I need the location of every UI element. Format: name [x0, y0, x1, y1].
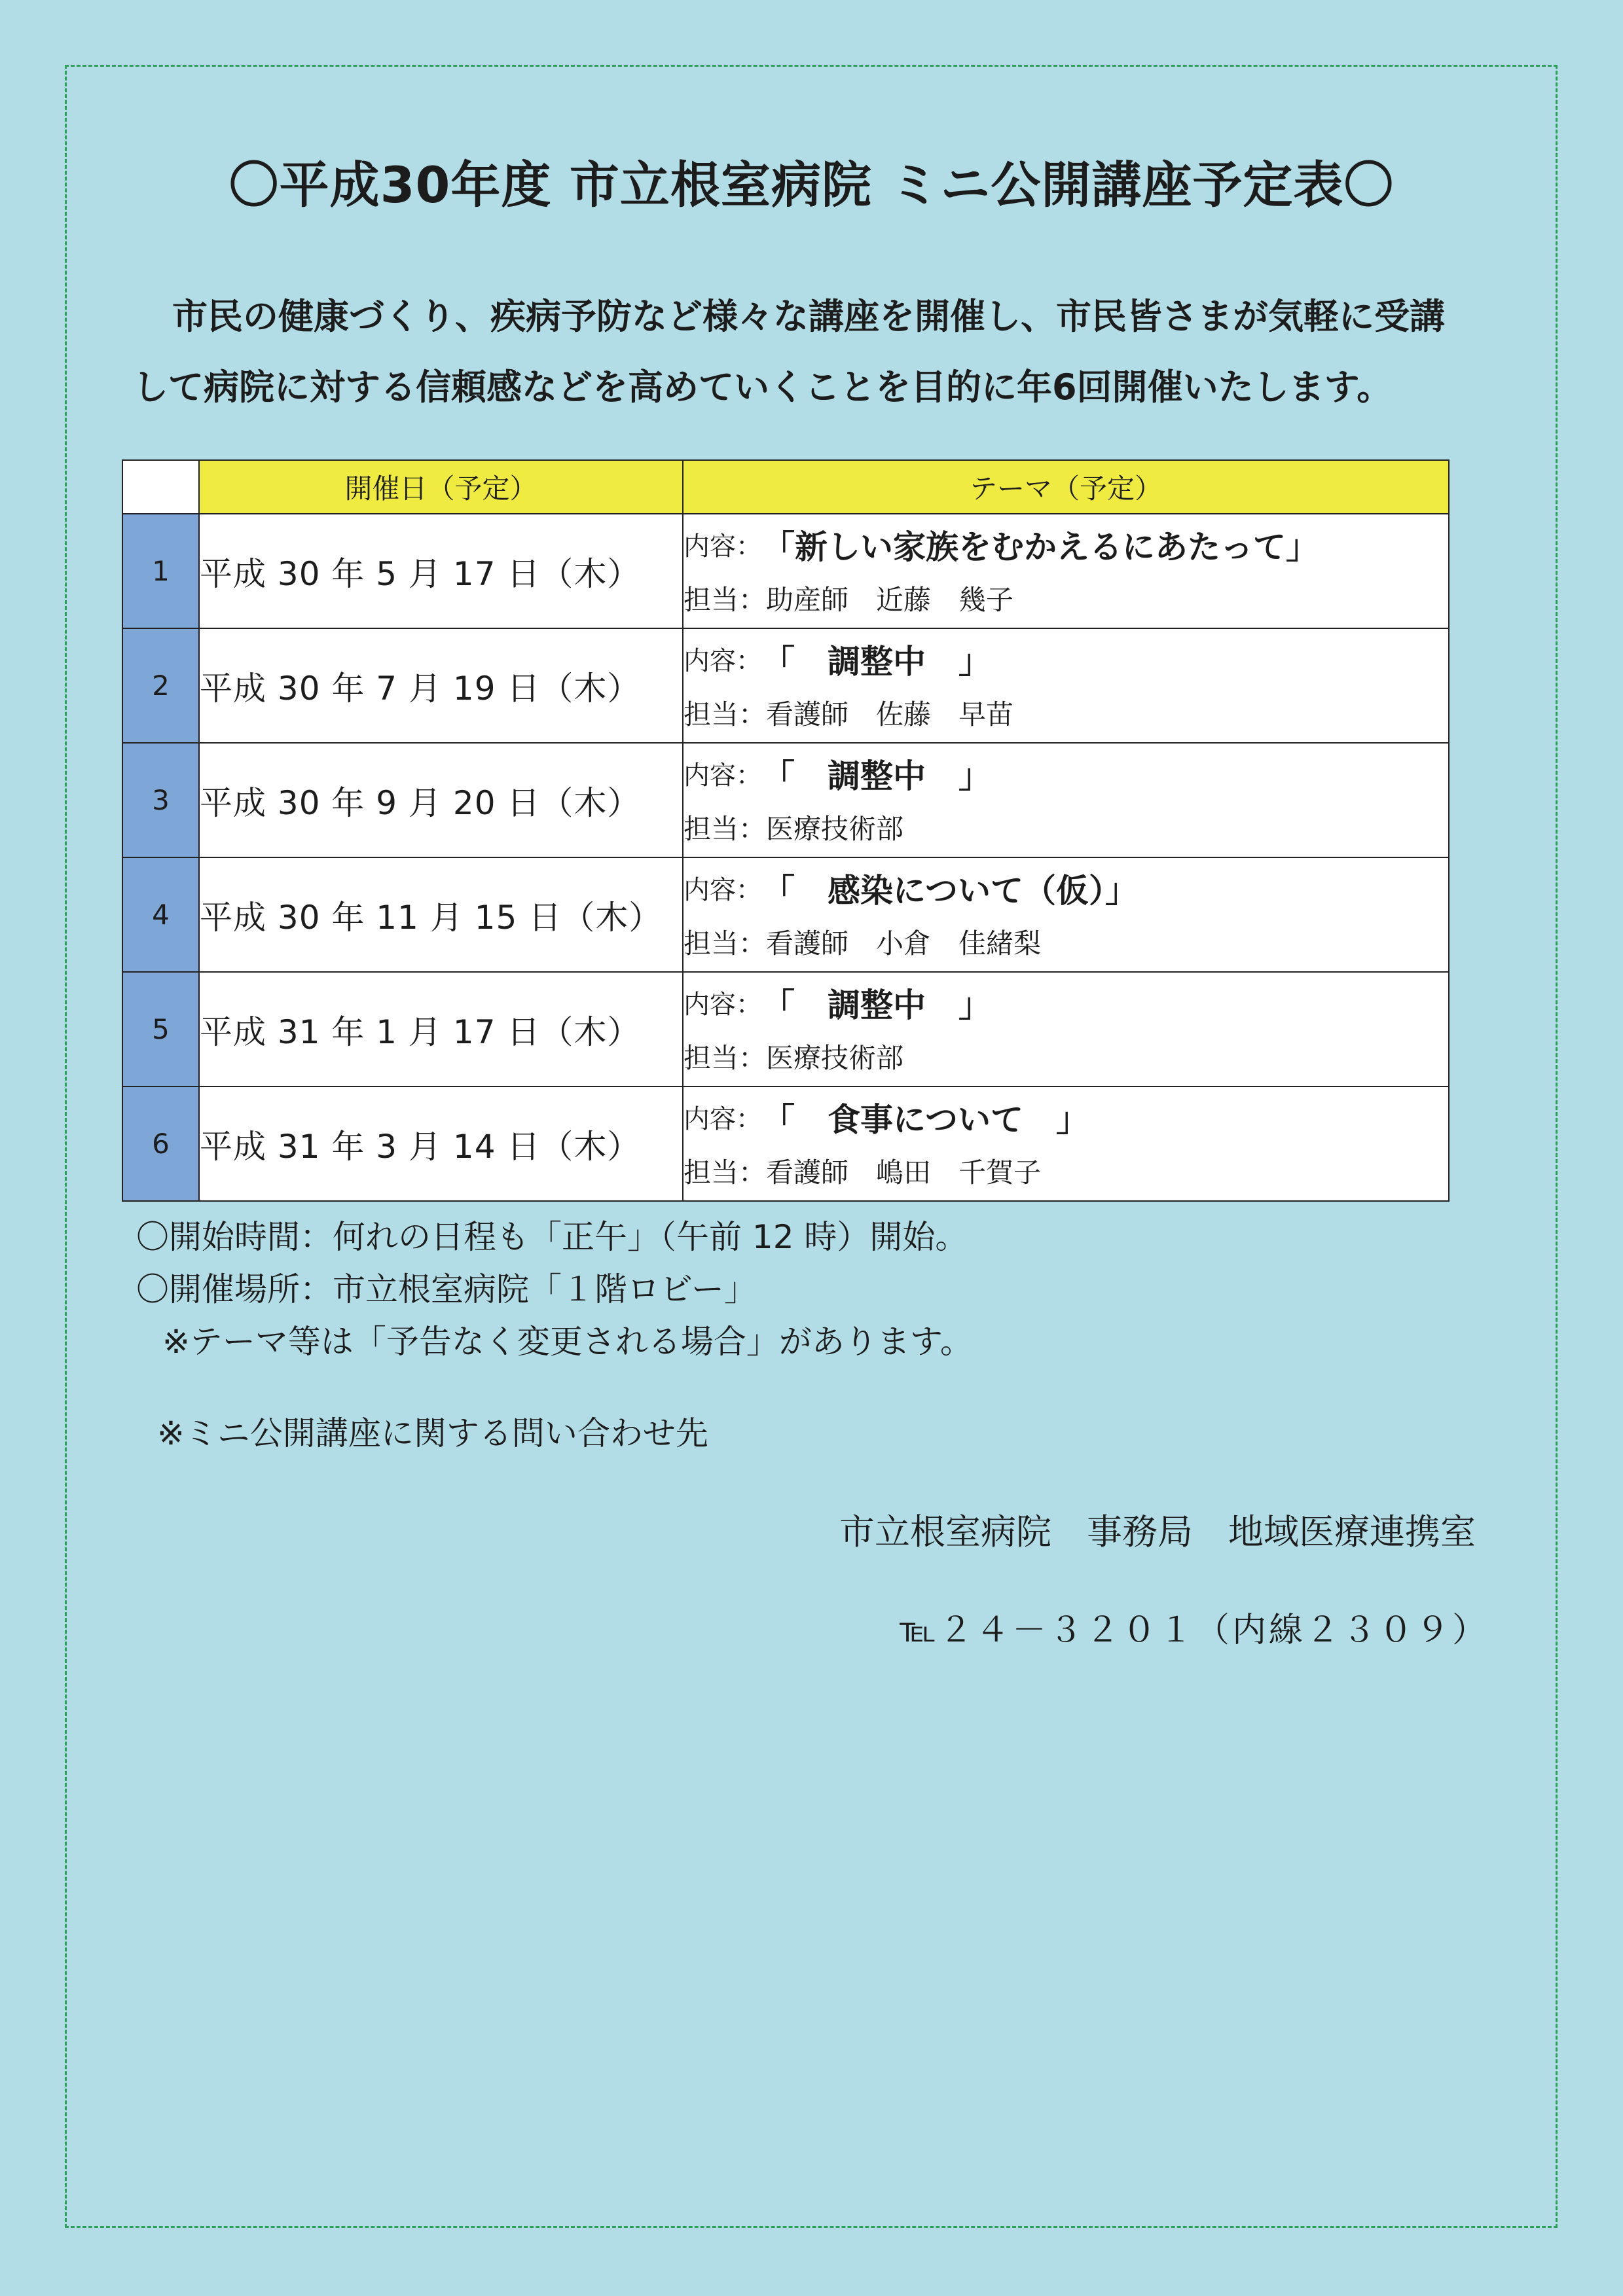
staff-label: 担当：: [684, 927, 767, 960]
row-staff: 看護師 佐藤 早苗: [766, 698, 1014, 730]
content-label: 内容：: [684, 875, 762, 905]
row-content-cell: [683, 514, 1449, 628]
content-label: 内容：: [684, 1104, 762, 1134]
change-note: ※テーマ等は「予告なく変更される場合」があります。: [162, 1323, 973, 1361]
row-number: 6: [122, 1086, 199, 1201]
row-staff: 医療技術部: [766, 812, 904, 845]
row-date: 平成 30 年 9 月 20 日（木）: [199, 743, 683, 857]
table-row: [122, 514, 1449, 628]
row-content-cell: [683, 628, 1449, 743]
start-time-note: 〇開始時間：何れの日程も「正午」（午前 12 時）開始。: [136, 1218, 968, 1256]
row-date: 平成 30 年 7 月 19 日（木）: [199, 628, 683, 743]
row-number: 3: [122, 743, 199, 857]
row-number: 1: [122, 514, 199, 628]
intro-line-1: 市民の健康づくり、疾病予防など様々な講座を開催し、市民皆さまが気軽に受講: [172, 296, 1445, 337]
staff-label: 担当：: [684, 1156, 767, 1189]
row-number: 4: [122, 857, 199, 972]
content-label: 内容：: [684, 990, 762, 1020]
intro-line-2: して病院に対する信頼感などを高めていくことを目的に年6回開催いたします。: [133, 367, 1393, 408]
row-date: 平成 30 年 11 月 15 日（木）: [199, 857, 683, 972]
staff-label: 担当：: [684, 583, 767, 616]
page-title: 〇平成30年度 市立根室病院 ミニ公開講座予定表〇: [228, 156, 1395, 214]
table-row: [122, 972, 1449, 1086]
table-row: [122, 743, 1449, 857]
intro-paragraph: [133, 281, 1508, 423]
table-row: [122, 1086, 1449, 1201]
notes-block: [136, 1211, 973, 1368]
table-row: [122, 628, 1449, 743]
staff-label: 担当：: [684, 812, 767, 845]
content-label: 内容：: [684, 646, 762, 676]
row-date: 平成 30 年 5 月 17 日（木）: [199, 514, 683, 628]
row-content-cell: [683, 743, 1449, 857]
row-content-cell: [683, 972, 1449, 1086]
staff-label: 担当：: [684, 698, 767, 730]
row-theme: 「 調整中 」: [762, 757, 991, 795]
table-header-row: [122, 460, 1449, 514]
row-theme: 「 感染について（仮）」: [762, 871, 1138, 910]
row-theme: 「 調整中 」: [762, 642, 991, 681]
row-theme: 「 食事について 」: [762, 1100, 1089, 1139]
header-theme: テーマ（予定）: [683, 460, 1449, 514]
table-row: [122, 857, 1449, 972]
row-staff: 助産師 近藤 幾子: [766, 583, 1014, 616]
row-theme: 「 調整中 」: [762, 986, 991, 1024]
content-label: 内容：: [684, 531, 762, 562]
row-content-cell: [683, 857, 1449, 972]
contact-phone: ℡２４－３２０１（内線２３０９）: [900, 1611, 1489, 1650]
inquiry-heading: ※ミニ公開講座に関する問い合わせ先: [157, 1414, 708, 1452]
header-corner-cell: [122, 460, 199, 514]
row-staff: 看護師 小倉 佳緒梨: [766, 927, 1042, 960]
row-date: 平成 31 年 1 月 17 日（木）: [199, 972, 683, 1086]
schedule-table: [122, 459, 1450, 1202]
row-date: 平成 31 年 3 月 14 日（木）: [199, 1086, 683, 1201]
content-label: 内容：: [684, 761, 762, 791]
row-theme: 「新しい家族をむかえるにあたって」: [762, 528, 1319, 566]
row-number: 5: [122, 972, 199, 1086]
row-content-cell: [683, 1086, 1449, 1201]
row-staff: 看護師 嶋田 千賀子: [766, 1156, 1042, 1189]
header-date: 開催日（予定）: [199, 460, 683, 514]
row-staff: 医療技術部: [766, 1041, 904, 1074]
staff-label: 担当：: [684, 1041, 767, 1074]
row-number: 2: [122, 628, 199, 743]
contact-office: 市立根室病院 事務局 地域医療連携室: [839, 1511, 1476, 1552]
venue-note: 〇開催場所：市立根室病院「１階ロビー」: [136, 1270, 757, 1308]
